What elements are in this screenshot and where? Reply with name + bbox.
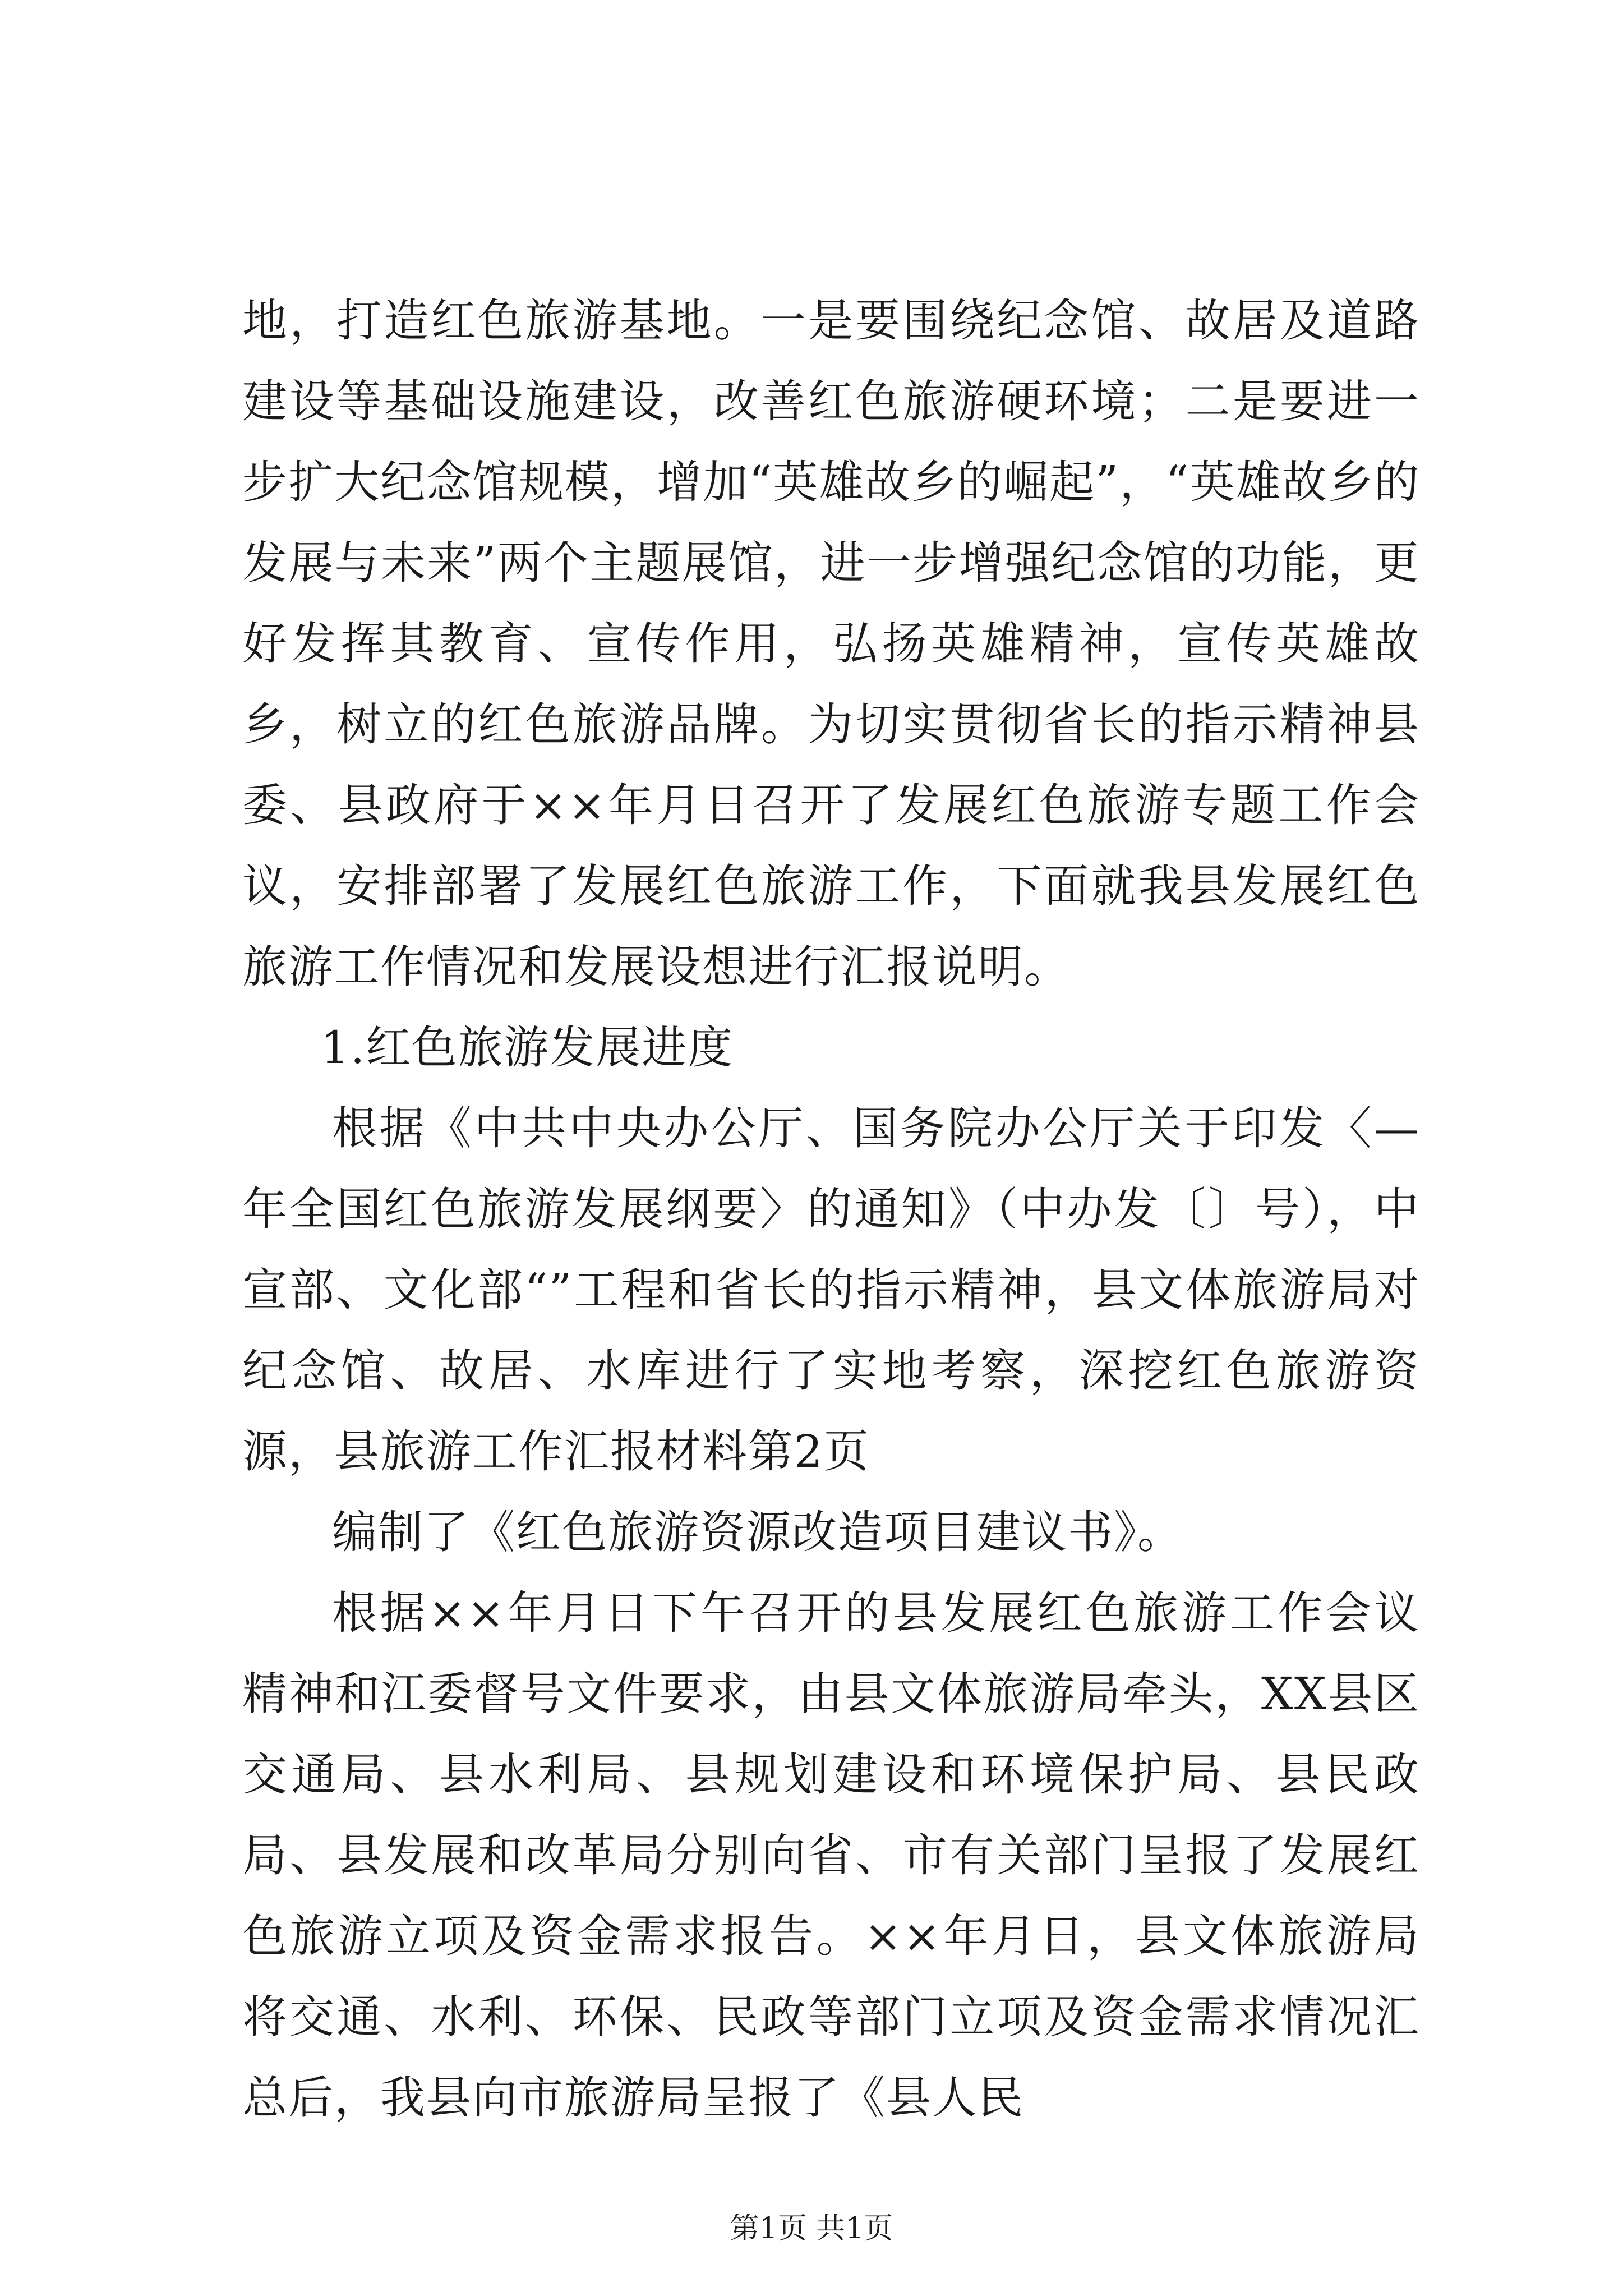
page-footer: 第1页 共1页 [730, 2212, 893, 2246]
paragraph-basis: 根据《中共中央办公厅、国务院办公厅关于印发〈—年全国红色旅游发展纲要〉的通知》（中办发〔〕号），中宣部、文化部“”工程和省长的指示精神，县文体旅游局对纪念馆、故居、水库进行了实地考察，深挖红色旅游资源，县旅游工作汇报材料第2页 [242, 1102, 1420, 1478]
paragraph-meeting: 根据××年月日下午召开的县发展红色旅游工作会议精神和江委督号文件要求，由县文体旅游局牵头，XX县区交通局、县水利局、县规划建设和环境保护局、县民政局、县发展和改革局分别向省、市有关部门呈报了发展红色旅游立项及资金需求报告。××年月日，县文体旅游局将交通、水利、环保、民政等部门立项及资金需求情况汇总后，我县向市旅游局呈报了《县人民 [242, 1587, 1420, 2124]
section-heading: 1.红色旅游发展进度 [321, 1022, 734, 1074]
paragraph-continuation: 地，打造红色旅游基地。一是要围绕纪念馆、故居及道路建设等基础设施建设，改善红色旅游硬环境；二是要进一步扩大纪念馆规模，增加“英雄故乡的崛起”，“英雄故乡的发展与未来”两个主题展馆，进一步增强纪念馆的功能，更好发挥其教育、宣传作用，弘扬英雄精神，宣传英雄故乡，树立的红色旅游品牌。为切实贯彻省长的指示精神县委、县政府于××年月日召开了发展红色旅游专题工作会议，安排部署了发展红色旅游工作，下面就我县发展红色旅游工作情况和发展设想进行汇报说明。 [242, 295, 1420, 993]
paragraph-proposal: 编制了《红色旅游资源改造项目建议书》。 [332, 1506, 1183, 1558]
document-body [242, 280, 1420, 2138]
